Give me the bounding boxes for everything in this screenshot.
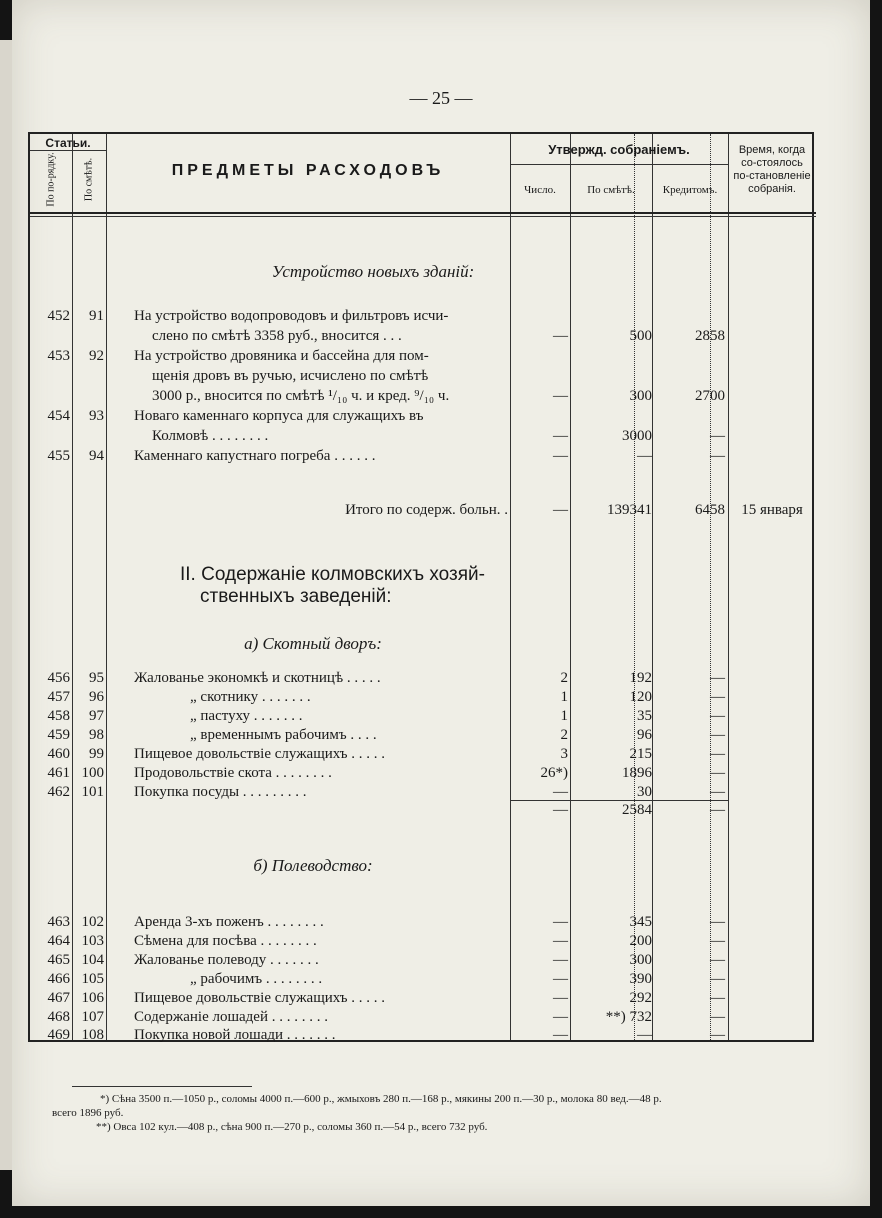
document-page xyxy=(12,0,870,1206)
table-row: 464 103 Сѣмена для посѣва . . . . . . . . — 200 — xyxy=(47,933,725,949)
table-row: щенія дровъ въ ручью, исчислено по смѣтѣ xyxy=(152,368,429,384)
table-row: 462 101 Покупка посуды . . . . . . . . . — 30 — xyxy=(47,784,725,800)
header-utverzhd: Утвержд. собраніемъ. xyxy=(548,142,690,157)
table-row: 453 92 На устройство дровяника и бассейна для пом- xyxy=(47,348,429,364)
table-row: 457 96 „ скотнику . . . . . . . 1 120 — xyxy=(47,689,725,705)
table-row: 465 104 Жалованье полеводу . . . . . . . — 300 — xyxy=(47,952,725,968)
table-row: 460 99 Пищевое довольствіе служащихъ . . . . . 3 215 — xyxy=(47,746,725,762)
table-row: 458 97 „ пастуху . . . . . . . 1 35 — xyxy=(47,708,725,724)
footnote-1-cont: всего 1896 руб. xyxy=(52,1107,124,1119)
table-row: 455 94 Каменнаго капустнаго погреба . . . . . . — — — xyxy=(47,448,725,464)
table-row: 456 95 Жалованье экономкѣ и скотницѣ . . . . . 2 192 — xyxy=(47,670,725,686)
header-vremya: Время, когда со-стоялось по-становленіе собранія. xyxy=(733,144,811,195)
subsection-field-farming: б) Полеводство: xyxy=(253,856,373,875)
header-statyi: Статьи. xyxy=(45,136,91,150)
header-po-poryadku: По по-рядку. xyxy=(45,152,57,207)
expense-table xyxy=(28,132,814,1042)
footnote-divider xyxy=(72,1086,252,1087)
table-row: 467 106 Пищевое довольствіе служащихъ . . . . . — 292 — xyxy=(47,990,725,1006)
subtotal-row: — 2584 — xyxy=(553,802,725,818)
table-row: Колмовѣ . . . . . . . . — 3000 — xyxy=(152,428,725,444)
table-row: 468 107 Содержаніе лошадей . . . . . . . . — **) 732 — xyxy=(47,1009,725,1025)
table-row: 459 98 „ временнымъ рабочимъ . . . . 2 96 — xyxy=(47,727,725,743)
header-po-smete: По смѣтѣ. xyxy=(83,157,95,202)
table-row: 461 100 Продовольствіе скота . . . . . . . . 26*) 1896 — xyxy=(47,765,725,781)
footnotes xyxy=(52,1092,832,1134)
table-row: 469 108 Покупка новой лошади . . . . . . . — — — xyxy=(47,1027,725,1043)
table-row: 463 102 Аренда 3-хъ поженъ . . . . . . . . — 345 — xyxy=(47,914,725,930)
table-row: 452 91 На устройство водопроводовъ и фильтровъ исчи- xyxy=(47,308,449,324)
table-row: слено по смѣтѣ 3358 руб., вносится . . . — 500 2858 xyxy=(152,328,725,344)
footnote-1: *) Сѣна 3500 п.—1050 р., соломы 4000 п.—600 р., жмыховъ 280 п.—168 р., мякины 200 п.—30 р., молока 80 вед.—48 р. xyxy=(100,1093,662,1105)
itogo-row: Итого по содерж. больн. . — 139341 6458 15 января xyxy=(345,502,803,518)
header-chislo: Число. xyxy=(524,184,556,196)
subsection-cattle-yard: а) Скотный дворъ: xyxy=(244,634,382,653)
table-row: 466 105 „ рабочимъ . . . . . . . . — 390 — xyxy=(47,971,725,987)
header-kreditom: Кредитомъ. xyxy=(662,184,718,196)
table-row: 454 93 Новаго каменнаго корпуса для служащихъ въ xyxy=(47,408,424,424)
footnote-2: **) Овса 102 кул.—408 р., сѣна 900 п.—270 р., соломы 360 п.—54 р., всего 732 руб. xyxy=(96,1121,488,1133)
header-po-smete-2: По смѣтѣ. xyxy=(587,184,635,196)
section-new-buildings: Устройство новыхъ зданій: xyxy=(271,262,475,281)
section-kolmovo-heading: II. Содержаніе колмовскихъ хозяй- ственныхъ заведеній: xyxy=(180,564,485,607)
page-number: — 25 — xyxy=(409,88,473,108)
header-predmety: ПРЕДМЕТЫ РАСХОДОВЪ xyxy=(171,162,445,179)
table-row: 3000 р., вносится по смѣтѣ ¹/₁₀ ч. и кред. ⁹/₁₀ ч. — 300 2700 xyxy=(152,388,725,404)
